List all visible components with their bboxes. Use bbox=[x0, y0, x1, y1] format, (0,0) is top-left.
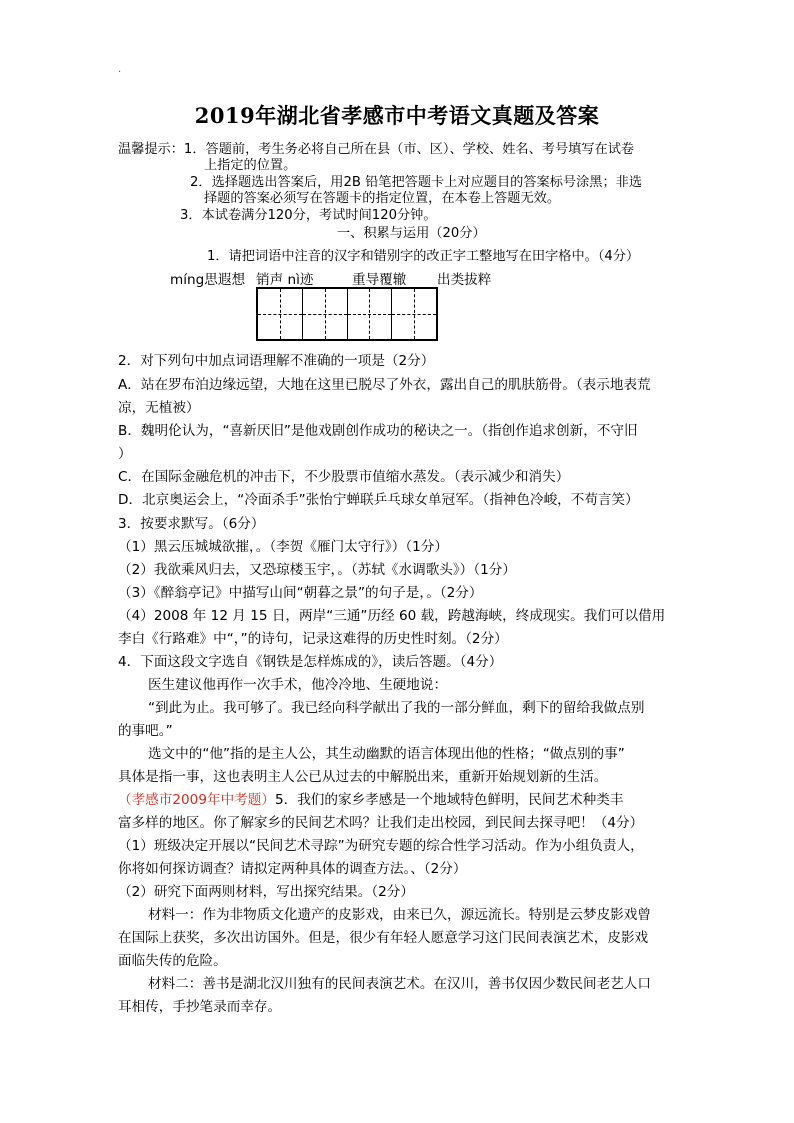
q2-stem: 2．对下列句中加点词语理解不准确的一项是（2分） bbox=[118, 353, 435, 369]
q2-option-c: C．在国际金融危机的冲击下，不少股票市值缩水蒸发。（表示减少和消失） bbox=[118, 469, 570, 485]
header-dot: . bbox=[118, 64, 122, 75]
q1-word-4: 出类拔粹 bbox=[437, 272, 492, 288]
q5-line-1 bbox=[118, 788, 623, 808]
q4-passage-2a: “到此为止。我可够了。我已经向科学献出了我的一部分鲜血，剩下的留给我做点别 bbox=[148, 700, 645, 716]
material-1-b: 在国际上获奖，多次出访国外。但是，很少有年轻人愿意学习这门民间表演艺术，皮影戏 bbox=[118, 930, 649, 946]
q1-word-1: míng思遐想 bbox=[170, 272, 246, 288]
q4-passage-1: 医生建议他再作一次手术，他冷冷地、生硬地说： bbox=[148, 677, 448, 693]
q2-option-b-1: B．魏明伦认为，“喜新厌旧”是他戏剧创作成功的秘诀之一。（指创作追求创新，不守旧 bbox=[118, 423, 638, 439]
grid-cell[interactable] bbox=[258, 289, 303, 339]
grid-cell[interactable] bbox=[348, 289, 393, 339]
q2-option-a-1: A．站在罗布泊边缘远望，大地在这里已脱尽了外衣，露出自己的肌肤筋骨。（表示地表荒 bbox=[118, 377, 651, 393]
tips-line-4: 择题的答案必须写在答题卡的指定位置，在本卷上答题无效。 bbox=[204, 191, 561, 206]
q4-question-a: 选文中的“他”指的是主人公，其生动幽默的语言体现出他的性格；“做点别的事” bbox=[148, 746, 625, 762]
q5-sub1-a: （1）班级决定开展以“民间艺术寻踪”为研究专题的综合性学习活动。作为小组负责人， bbox=[118, 838, 644, 854]
q5-sub2: （2）研究下面两则材料，写出探究结果。（2分） bbox=[118, 884, 414, 900]
tips-line-1: 温馨提示：1．答题前，考生务必将自己所在县（市、区）、学校、姓名、考号填写在试卷 bbox=[118, 142, 635, 157]
q5-line-2: 富多样的地区。你了解家乡的民间艺术吗？让我们走出校园，到民间去探寻吧！（4分） bbox=[118, 815, 644, 831]
grid-cell[interactable] bbox=[392, 289, 436, 339]
q5-line-1-text: 5．我们的家乡孝感是一个地域特色鲜明，民间艺术种类丰 bbox=[274, 792, 624, 808]
material-2-a: 材料二：善书是湖北汉川独有的民间表演艺术。在汉川，善书仅因少数民间老艺人口 bbox=[148, 976, 651, 992]
tianzige-grid[interactable] bbox=[256, 287, 438, 341]
grid-cell[interactable] bbox=[303, 289, 348, 339]
q3-item-2: （2）我欲乘风归去，又恐琼楼玉宇，。（苏轼《水调歌头》）（1分） bbox=[118, 562, 516, 578]
material-1-c: 面临失传的危险。 bbox=[118, 953, 227, 969]
q2-option-d: D．北京奥运会上，“冷面杀手”张怡宁蝉联乒乓球女单冠军。（指神色冷峻，不苟言笑） bbox=[118, 492, 639, 508]
section-heading: 一、积累与运用（20分） bbox=[337, 226, 486, 241]
q3-item-4-b: 李白《行路难》中“，”的诗句，记录这难得的历史性时刻。（2分） bbox=[118, 631, 508, 647]
q4-passage-2b: 的事吧。” bbox=[118, 723, 173, 739]
q2-option-a-2: 凉，无植被） bbox=[118, 400, 200, 416]
q5-sub1-b: 你将如何探访调查？请拟定两种具体的调查方法。、（2分） bbox=[118, 861, 467, 877]
q4-question-b: 具体是指一事，这也表明主人公已从过去的中解脱出来，重新开始规划新的生活。 bbox=[118, 769, 608, 785]
q3-item-3: （3）《醉翁亭记》中描写山间“朝暮之景”的句子是，。（2分） bbox=[118, 585, 483, 601]
tips-line-2: 上指定的位置。 bbox=[204, 158, 297, 173]
q4-stem: 4．下面这段文字选自《钢铁是怎样炼成的》，读后答题。（4分） bbox=[118, 654, 503, 670]
q5-source-tag: （孝感市2009年中考题） bbox=[118, 792, 275, 808]
material-2-b: 耳相传，手抄笔录而幸存。 bbox=[118, 999, 282, 1015]
q3-stem: 3．按要求默写。（6分） bbox=[118, 516, 265, 532]
q1-text: 1．请把词语中注音的汉字和错别字的改正字工整地写在田字格中。（4分） bbox=[207, 249, 640, 264]
q3-item-4-a: （4）2008 年 12 月 15 日，两岸“三通”历经 60 载，跨越海峡，终成现实。我们可以借用 bbox=[118, 608, 666, 624]
material-1-a: 材料一：作为非物质文化遗产的皮影戏，由来已久，源远流长。特别是云梦皮影戏曾 bbox=[148, 907, 651, 923]
q1-word-3: 重导覆辙 bbox=[352, 272, 407, 288]
q1-word-2: 销声 nì迹 bbox=[256, 272, 314, 288]
tips-line-3: 2．选择题选出答案后，用2B 铅笔把答题卡上对应题目的答案标号涂黑；非选 bbox=[190, 175, 643, 190]
q2-option-b-2: ） bbox=[118, 446, 132, 462]
tips-line-5: 3．本试卷满分120分，考试时间120分钟。 bbox=[180, 208, 437, 223]
page-title: 2019年湖北省孝感市中考语文真题及答案 bbox=[194, 103, 600, 128]
q3-item-1: （1）黑云压城城欲摧，。（李贺《雁门太守行》）（1分） bbox=[118, 539, 448, 555]
